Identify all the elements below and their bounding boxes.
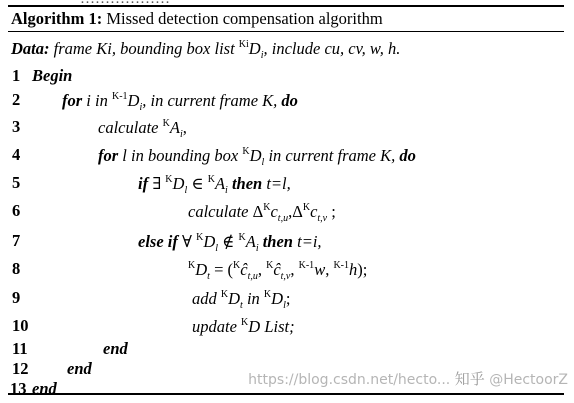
line-number: 4 bbox=[12, 145, 21, 164]
line-number: 3 bbox=[12, 117, 21, 136]
watermark: https://blog.csdn.net/hecto... 知乎 @HectoorZ bbox=[248, 370, 568, 388]
bottom-rule bbox=[8, 393, 564, 395]
line-number: 10 bbox=[12, 316, 29, 335]
line-number: 6 bbox=[12, 201, 21, 220]
line-end-outer: end bbox=[67, 359, 92, 378]
line-for-l: for l in bounding box $^KD_l$ in current frame K, do bbox=[98, 146, 416, 168]
line-end-inner: end bbox=[103, 339, 128, 358]
line-number: 8 bbox=[12, 259, 21, 278]
line-calculate-a: calculate $^KA_i$, bbox=[98, 118, 187, 140]
top-rule bbox=[8, 5, 564, 7]
line-number: 7 bbox=[12, 231, 21, 250]
line-number: 1 bbox=[12, 66, 21, 85]
algorithm-label: Algorithm 1: bbox=[11, 9, 103, 28]
line-number: 9 bbox=[12, 288, 21, 307]
line-assign-dt: $^KD_t$ = ($^Kĉ_{t,u}$, $^Kĉ_{t,v}$, $^{K-1}$w, $^{K-1}$h); bbox=[188, 260, 368, 282]
algorithm-title bbox=[11, 9, 383, 29]
line-calculate-delta: calculate $\Delta^Kc_{t,u},\Delta^Kc_{t,v}$ ; bbox=[188, 202, 336, 224]
line-update: update $^K$D List; bbox=[192, 317, 295, 336]
line-begin: Begin bbox=[32, 66, 73, 85]
line-number: 5 bbox=[12, 173, 21, 192]
cropped-header-text bbox=[80, 0, 420, 3]
line-else-if: else if ∀ $^KD_l$ ∉ $^KA_i$ then t=i, bbox=[138, 232, 322, 254]
line-for-i: for i in $^{K-1}D_i$, in current frame K, do bbox=[62, 91, 298, 113]
line-number: 2 bbox=[12, 90, 21, 109]
line-number: 13 bbox=[10, 379, 27, 398]
line-number: 11 bbox=[12, 339, 28, 358]
data-line: Data: frame Ki, bounding box list $^{Ki}D_i$, include cu, cv, w, h. bbox=[11, 39, 401, 61]
title-rule bbox=[8, 31, 564, 32]
algorithm-name: Missed detection compensation algorithm bbox=[106, 9, 383, 28]
line-if-exists: if ∃ $^KD_l$ ∈ $^KA_i$ then t=l, bbox=[138, 174, 291, 196]
line-add: add $^KD_t$ in $^KD_l$; bbox=[192, 289, 291, 311]
line-number: 12 bbox=[12, 359, 29, 378]
line-end-main: end bbox=[32, 379, 57, 398]
